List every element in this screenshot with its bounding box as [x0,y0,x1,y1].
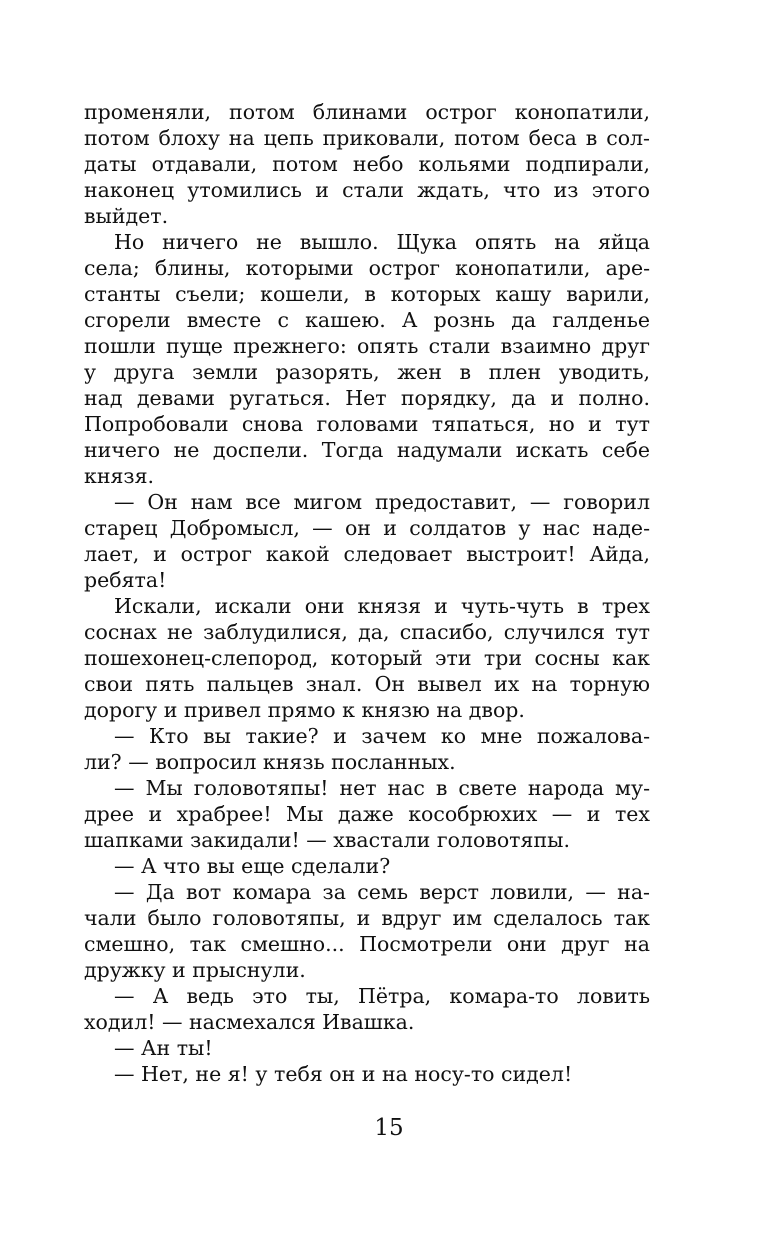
text-line: потом блоху на цепь приковали, потом беса в сол- [84,126,650,150]
text-line: ребята! [84,568,167,592]
text-line: пошли пуще прежнего: опять стали взаимно друг [84,334,650,358]
text-line: даты отдавали, потом небо кольями подпирали, [84,152,650,176]
text-line: старец Добромысл, — он и солдатов у нас наде- [84,516,650,540]
text-line: променяли, потом блинами острог конопатили, [84,100,650,124]
text-line: выйдет. [84,204,169,228]
text-line: — Кто вы такие? и зачем ко мне пожалова- [114,724,650,748]
text-line: дрее и храбрее! Мы даже кособрюхих — и тех [84,802,650,826]
text-line: пошехонец-слепород, который эти три сосны как [84,646,650,670]
text-line: чали было головотяпы, и вдруг им сделалось так [84,906,650,930]
text-line: дружку и прыснули. [84,958,306,982]
text-line: шапками закидали! — хвастали головотяпы. [84,828,570,852]
text-line: Попробовали снова головами тяпаться, но и тут [84,412,650,436]
text-line: смешно, так смешно... Посмотрели они друг на [84,932,650,956]
text-line: Искали, искали они князя и чуть-чуть в трех [114,594,650,618]
text-line: — Нет, не я! у тебя он и на носу-то сидел! [114,1062,573,1086]
text-line: над девами ругаться. Нет порядку, да и полно. [84,386,650,410]
text-line: ходил! — насмехался Ивашка. [84,1010,415,1034]
text-line: князя. [84,464,155,488]
text-line: — Мы головотяпы! нет нас в свете народа му- [114,776,650,800]
text-line: соснах не заблудилися, да, спасибо, случился тут [84,620,650,644]
text-line: — А ведь это ты, Пётра, комара-то ловить [114,984,650,1008]
text-line: ли? — вопросил князь посланных. [84,750,456,774]
text-line: дорогу и привел прямо к князю на двор. [84,698,525,722]
text-line: села; блины, которыми острог конопатили, аре- [84,256,650,280]
text-line: у друга земли разорять, жен в плен уводить, [84,360,650,384]
text-line: — Ан ты! [114,1036,213,1060]
text-line: — Он нам все мигом предоставит, — говорил [114,490,650,514]
page-text [84,99,650,1087]
text-line: — Да вот комара за семь верст ловили, — на- [114,880,650,904]
text-line: станты съели; кошели, в которых кашу варили, [84,282,650,306]
text-line: свои пять пальцев знал. Он вывел их на торную [84,672,650,696]
text-line: лает, и острог какой следовает выстроит! Айда, [84,542,650,566]
text-line: наконец утомились и стали ждать, что из этого [84,178,650,202]
text-line: Но ничего не вышло. Щука опять на яйца [114,230,650,254]
page-number: 15 [374,1115,404,1141]
text-line: — А что вы еще сделали? [114,854,391,878]
text-line: сгорели вместе с кашею. А рознь да галденье [84,308,650,332]
text-line: ничего не доспели. Тогда надумали искать себе [84,438,650,462]
